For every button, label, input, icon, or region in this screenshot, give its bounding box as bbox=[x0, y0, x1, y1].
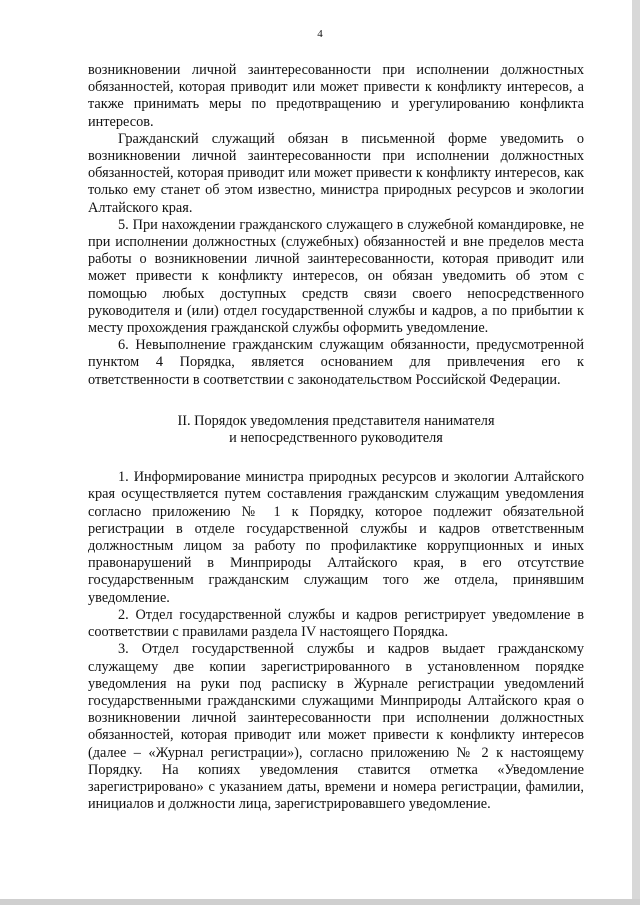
scan-edge-bottom bbox=[0, 899, 640, 905]
paragraph-section2-item-3: 3. Отдел государственной службы и кадров выдает гражданскому служащему две копии зарегистрированного в установленном порядке уведомления на руки под расписку в Журнале регистрации уведомлений государственными гражданскими служащими Минприроды Алтайского края о возникновении личной заинтересованности при исполнении должностных обязанностей, которая приводит или может привести к конфликту интересов (далее – «Журнал регистрации»), согласно приложению № 2 к настоящему Порядку. На копиях уведомления ставится отметка «Уведомление зарегистрировано» с указанием даты, времени и номера регистрации, фамилии, инициалов и должности лица, зарегистрировавшего уведомление. bbox=[88, 641, 584, 813]
paragraph-item-5: 5. При нахождении гражданского служащего в служебной командировке, не при исполнении должностных (служебных) обязанностей и вне пределов места работы о возникновении личной заинтересованности, которая приводит или может привести к конфликту интересов, он обязан уведомить об этом с помощью любых доступных средств связи своего непосредственного руководителя и (или) отдел государственной службы и кадров, а по прибытии к месту прохождения гражданской службы оформить уведомление. bbox=[88, 216, 584, 337]
paragraph-item-6: 6. Невыполнение гражданским служащим обязанности, предусмотренной пунктом 4 Порядка, является основанием для привлечения его к ответственности в соответствии с законодательством Российской Федерации. bbox=[88, 337, 584, 388]
page-number: 4 bbox=[317, 28, 323, 40]
section-heading-line-2: и непосредственного руководителя bbox=[229, 430, 443, 447]
paragraph-section2-item-1: 1. Информирование министра природных ресурсов и экологии Алтайского края осуществляется путем составления гражданским служащим уведомления согласно приложению № 1 к Порядку, которое подлежит обязательной регистрации в отделе государственной службы и кадров ответственным должностным лицом за работу по профилактике коррупционных и иных правонарушений в Минприроды Алтайского края, в его отсутствие государственным гражданским служащим того же отдела, принявшим уведомление. bbox=[88, 469, 584, 606]
paragraph-notification-duty: Гражданский служащий обязан в письменной форме уведомить о возникновении личной заинтересованности при исполнении должностных обязанностей, которая приводит или может привести к конфликту интересов, как только ему станет об этом известно, министра природных ресурсов и экологии Алтайского края. bbox=[88, 130, 584, 216]
paragraph-continuation: возникновении личной заинтересованности при исполнении должностных обязанностей, которая приводит или может привести к конфликту интересов, а также принимать меры по предотвращению и урегулированию конфликта интересов. bbox=[88, 62, 584, 130]
paragraph-section2-item-2: 2. Отдел государственной службы и кадров регистрирует уведомление в соответствии с правилами раздела IV настоящего Порядка. bbox=[88, 606, 584, 641]
scan-edge-right bbox=[632, 0, 640, 905]
section-heading bbox=[88, 413, 584, 447]
section-heading-line-1: II. Порядок уведомления представителя нанимателя bbox=[177, 412, 495, 429]
document-body bbox=[88, 62, 584, 813]
